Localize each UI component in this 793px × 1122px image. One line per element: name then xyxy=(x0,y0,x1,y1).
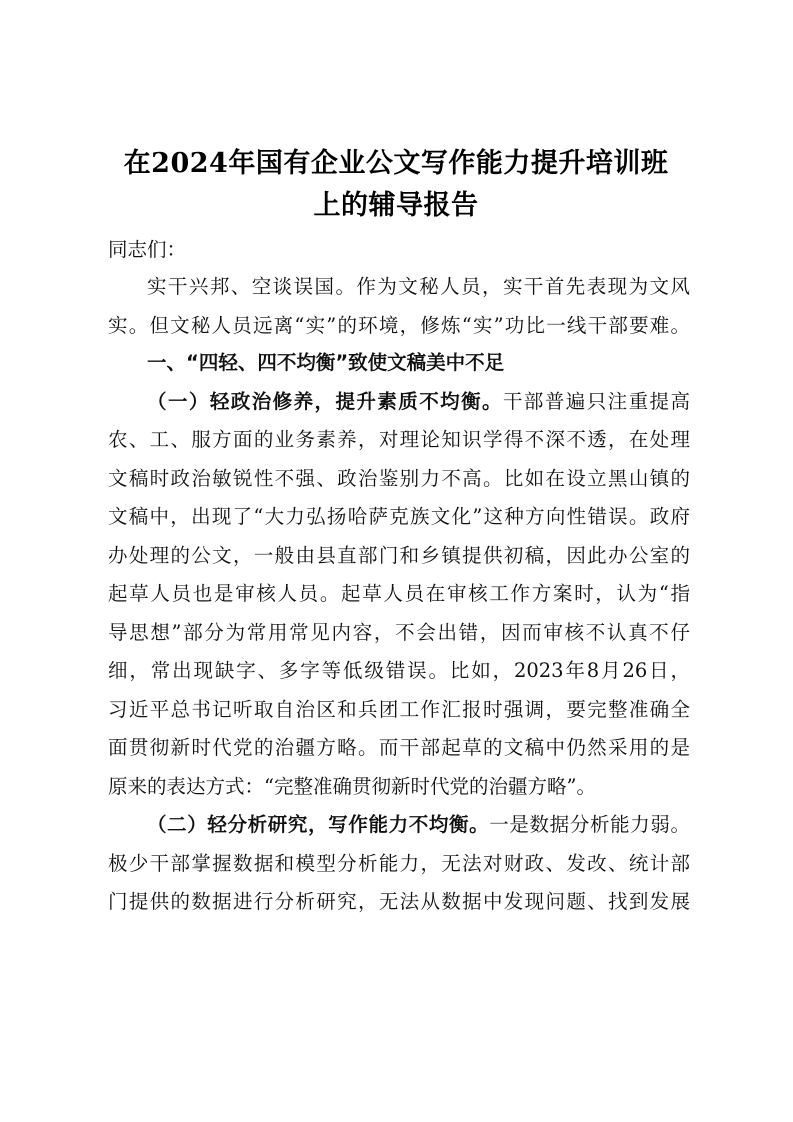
section-1-line-8: 细，常出现缺字、多字等低级错误。比如，2023年8月26日， xyxy=(108,659,690,682)
section-1-line-11: 原来的表达方式：“完整准确贯彻新时代党的治疆方略”。 xyxy=(108,775,596,798)
section-1-line-5: 办处理的公文，一般由县直部门和乡镇提供初稿，因此办公室的 xyxy=(108,544,690,567)
section-2-line-1-rest: 一是数据分析能力弱。 xyxy=(489,813,690,836)
section-heading-1: 一、“四轻、四不均衡”致使文稿美中不足 xyxy=(147,351,505,374)
section-1-line-1 xyxy=(147,389,690,415)
section-1-line-1-rest: 干部普遍只注重提高 xyxy=(502,390,690,413)
document-title-line-1: 在2024年国有企业公文写作能力提升培训班 xyxy=(123,148,669,179)
section-2-line-1 xyxy=(147,812,690,838)
section-1-line-9: 习近平总书记听取自治区和兵团工作汇报时强调，要完整准确全 xyxy=(108,698,690,721)
section-1-lead: （一）轻政治修养，提升素质不均衡。 xyxy=(147,390,503,413)
section-1-line-3: 文稿时政治敏锐性不强、政治鉴别力不高。比如在设立黑山镇的 xyxy=(108,467,690,490)
salutation: 同志们： xyxy=(108,238,187,261)
section-1-line-2: 农、工、服方面的业务素养，对理论知识学得不深不透，在处理 xyxy=(108,428,690,451)
section-1-line-7: 导思想”部分为常用常见内容，不会出错，因而审核不认真不仔 xyxy=(108,621,690,644)
document-title-line-2: 上的辅导报告 xyxy=(313,190,479,221)
section-2-line-3: 门提供的数据进行分析研究，无法从数据中发现问题、找到发展 xyxy=(108,890,690,913)
section-1-line-6: 起草人员也是审核人员。起草人员在审核工作方案时，认为“指 xyxy=(108,582,690,605)
section-1-line-4: 文稿中，出现了“大力弘扬哈萨克族文化”这种方向性错误。政府 xyxy=(108,505,690,528)
section-1-line-10: 面贯彻新时代党的治疆方略。而干部起草的文稿中仍然采用的是 xyxy=(108,736,690,759)
section-2-line-2: 极少干部掌握数据和模型分析能力，无法对财政、发改、统计部 xyxy=(108,852,690,875)
section-2-lead: （二）轻分析研究，写作能力不均衡。 xyxy=(147,813,490,836)
paragraph-1-line-1: 实干兴邦、空谈误国。作为文秘人员，实干首先表现为文风 xyxy=(147,275,690,298)
paragraph-1-line-2: 实。但文秘人员远离“实”的环境，修炼“实”功比一线干部要难。 xyxy=(108,314,690,337)
